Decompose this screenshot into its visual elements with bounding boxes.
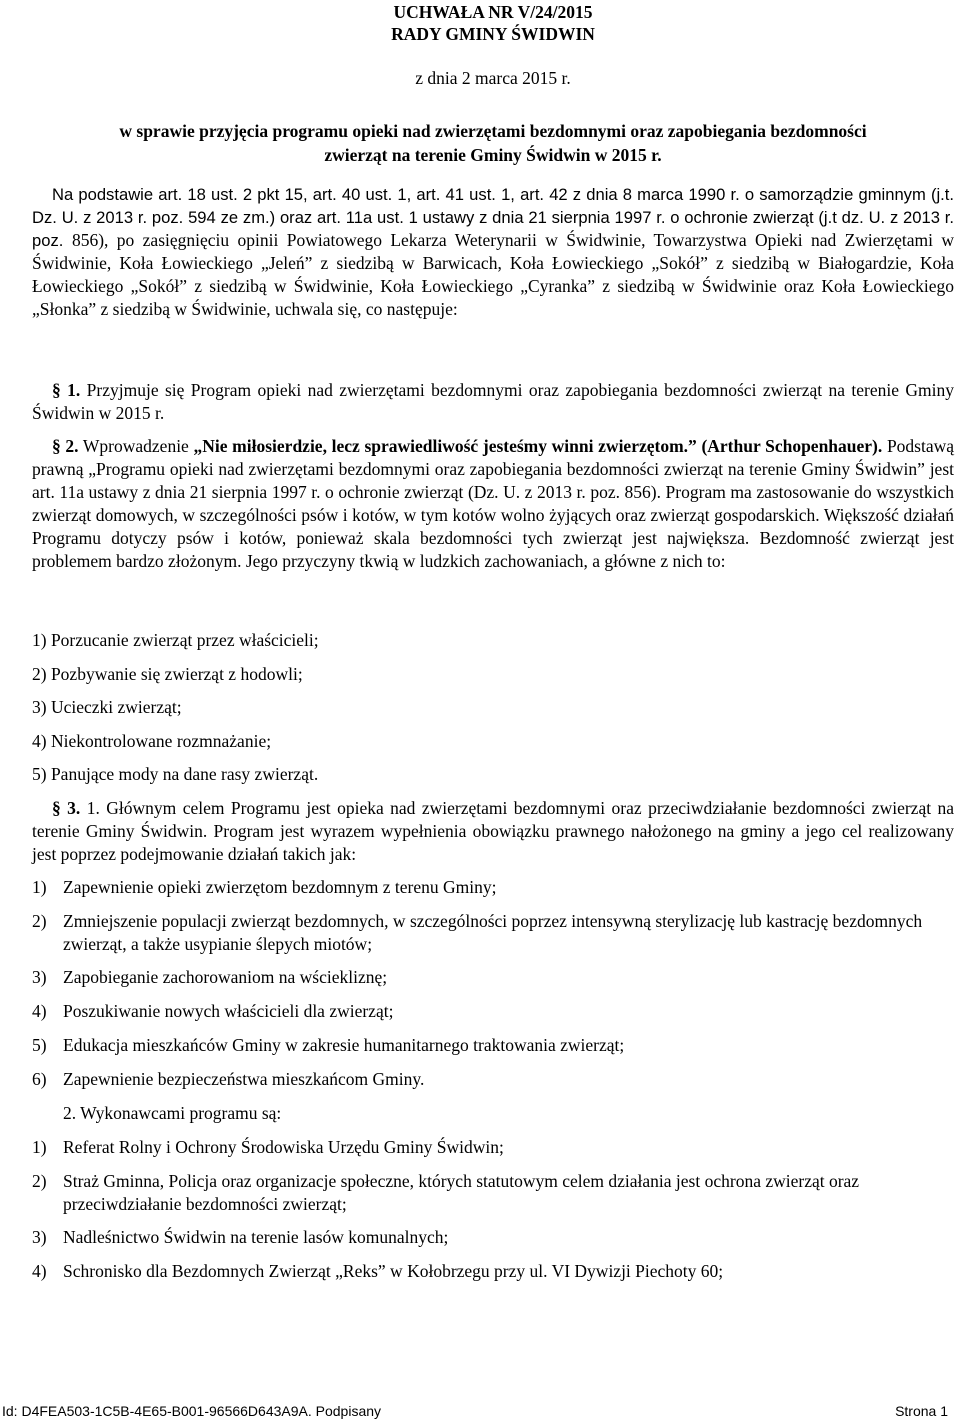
goal-text: Zapewnienie bezpieczeństwa mieszkańcom Gminy. [63,1069,425,1089]
goal-number: 4) [32,1001,47,1021]
executor-item [32,1136,954,1159]
legal-basis-part-1: Na podstawie art. 18 ust. 2 pkt 15, art. 40 ust. 1, art. 41 ust. 1, art. 42 z dnia 8 marca 1990 r. o samorządzie gminnym (j.t. Dz. U. z 2013 r. poz. 594 ze zm.) oraz art. 11a ust. 1 ustawy z dnia 21 sierpnia 1997 r. o ochronie zwierząt (j.t dz. U. z 2013 r. poz. [32,185,954,250]
executor-text: Nadleśnictwo Świdwin na terenie lasów komunalnych; [63,1227,449,1247]
section-2-lead: Wprowadzenie [82,436,189,456]
cause-item: 2) Pozbywanie się zwierząt z hodowli; [32,664,303,684]
goal-item [32,910,954,956]
cause-item: 5) Panujące mody na dane rasy zwierząt. [32,764,319,784]
executor-item [32,1226,954,1249]
goal-number: 3) [32,967,47,987]
council-name: RADY GMINY ŚWIDWIN [391,24,595,44]
goal-number: 6) [32,1069,47,1089]
goal-text: Zapobieganie zachorowaniom na wściekliznę; [63,967,388,987]
executor-number: 4) [32,1261,47,1281]
resolution-date: z dnia 2 marca 2015 r. [415,68,571,88]
section-3 [32,797,954,866]
goal-item [32,1034,954,1057]
goal-item [32,966,954,989]
legal-basis-part-2: 856), po zasięgnięciu opinii Powiatowego Lekarza Weterynarii w Świdwinie, Towarzystwa Opieki nad Zwierzętami w Świdwinie, Koła Łowieckiego „Jeleń” z siedzibą w Barwicach, Koła Łowieckiego „Sokół” z siedzibą w Białogardzie, Koła Łowieckiego „Sokół” z siedzibą w Świdwinie, Koła Łowieckiego „Cyranka” z siedzibą w Świdwinie oraz Koła Łowieckiego „Słonka” z siedzibą w Świdwinie, uchwala się, co następuje: [32,230,954,319]
goal-number: 2) [32,911,47,931]
section-2-text: Podstawą prawną „Programu opieki nad zwierzętami bezdomnymi oraz zapobiegania bezdomności zwierząt na terenie Gminy Świdwin” jest art. 11a ustawy z dnia 21 sierpnia 1997 r. o ochronie zwierząt (Dz. U. z 2013 r. poz. 856). Program ma zastosowanie do wszystkich zwierząt domowych, w szczególności psów i kotów, w tym kotów wolno żyjących oraz zwierząt gospodarskich. Większość działań Programu dotyczy psów i kotów, ponieważ skala bezdomności tych zwierząt jest największa. Bezdomność zwierząt jest problemem bardzo złożonym. Jego przyczyny tkwią w ludzkich zachowaniach, a główne z nich to: [32,436,955,571]
section-1 [32,379,954,425]
executor-text: Schronisko dla Bezdomnych Zwierząt „Reks” w Kołobrzegu przy ul. VI Dywizji Piechoty 60; [63,1261,724,1281]
goal-item [32,876,954,899]
cause-item: 4) Niekontrolowane rozmnażanie; [32,731,272,751]
executor-item [32,1170,954,1216]
section-3-text: 1. Głównym celem Programu jest opieka nad zwierzętami bezdomnymi oraz przeciwdziałanie bezdomności zwierząt na terenie Gminy Świdwin. Program jest wyrazem wypełnienia obowiązku prawnego nałożonego na gminy a jego cel realizowany jest poprzez podejmowanie działań takich jak: [32,798,955,864]
executor-item [32,1260,954,1283]
section-1-text: Przyjmuje się Program opieki nad zwierzętami bezdomnymi oraz zapobiegania bezdomności zwierząt na terenie Gminy Świdwin w 2015 r. [32,380,954,423]
executors-heading: 2. Wykonawcami programu są: [63,1103,282,1123]
section-3-mark: § 3. [52,798,81,818]
executor-number: 2) [32,1171,47,1191]
executor-text: Straż Gminna, Policja oraz organizacje społeczne, których statutowym celem działania jest ochrona zwierząt oraz przeciwdziałanie bezdomności zwierząt; [63,1171,860,1214]
goal-text: Poszukiwanie nowych właścicieli dla zwierząt; [63,1001,394,1021]
resolution-title: UCHWAŁA NR V/24/2015 [393,2,593,22]
section-2 [32,435,954,573]
page-number: Strona 1 [895,1403,948,1419]
cause-item: 1) Porzucanie zwierząt przez właścicieli; [32,630,319,650]
goal-number: 1) [32,877,47,897]
section-1-mark: § 1. [52,380,81,400]
subject-line-1: w sprawie przyjęcia programu opieki nad zwierzętami bezdomnymi oraz zapobiegania bezdomności [119,121,867,141]
executor-number: 1) [32,1137,47,1157]
document-id: Id: D4FEA503-1C5B-4E65-B001-96566D643A9A. Podpisany [2,1403,382,1419]
cause-item: 3) Ucieczki zwierząt; [32,697,182,717]
goal-number: 5) [32,1035,47,1055]
subject-line-2: zwierząt na terenie Gminy Świdwin w 2015 r. [324,145,662,165]
goal-item [32,1000,954,1023]
legal-basis-paragraph [32,183,954,321]
executor-number: 3) [32,1227,47,1247]
goal-item [32,1068,954,1091]
section-2-mark: § 2. [52,436,79,456]
document-page [32,0,954,1423]
goal-text: Edukacja mieszkańców Gminy w zakresie humanitarnego traktowania zwierząt; [63,1035,625,1055]
schopenhauer-quote: „Nie miłosierdzie, lecz sprawiedliwość jesteśmy winni zwierzętom.” (Arthur Schopenhauer). [193,436,883,456]
executor-text: Referat Rolny i Ochrony Środowiska Urzędu Gminy Świdwin; [63,1137,504,1157]
goal-text: Zmniejszenie populacji zwierząt bezdomnych, w szczególności poprzez intensywną sterylizację lub kastrację bezdomnych zwierząt, a także usypianie ślepych miotów; [63,911,923,954]
goal-text: Zapewnienie opieki zwierzętom bezdomnym z terenu Gminy; [63,877,497,897]
